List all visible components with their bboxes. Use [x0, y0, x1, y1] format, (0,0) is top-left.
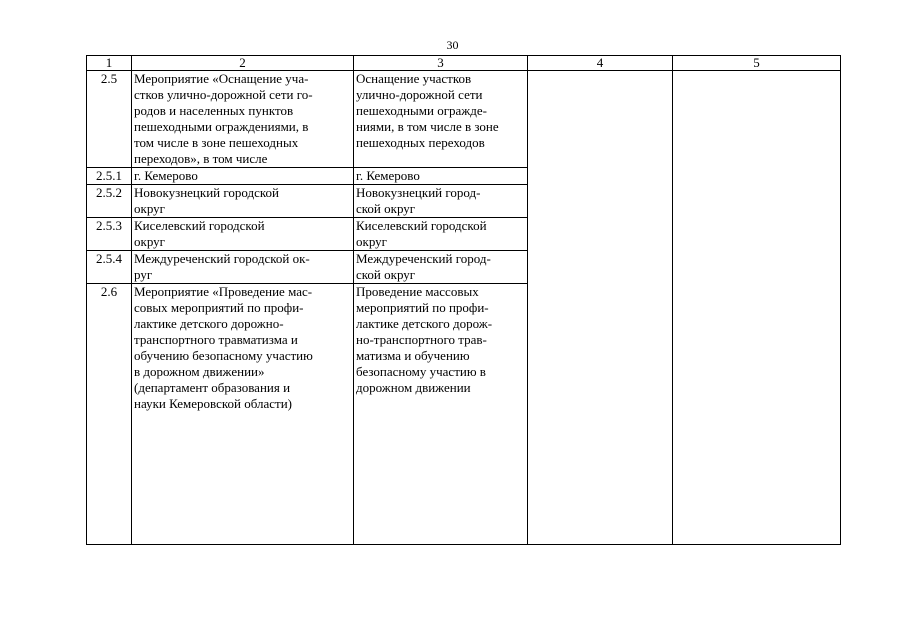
description-cell: Киселевский городской округ: [354, 218, 528, 251]
program-table: [86, 55, 841, 545]
column-4-cell: [528, 71, 673, 545]
description-cell: г. Кемерово: [354, 168, 528, 185]
row-number: 2.5.3: [87, 218, 132, 251]
event-cell: Мероприятие «Проведение мас- совых мероприятий по профи- лактике детского дорожно- транспортного травматизма и обучению безопасному участию в дорожном движении» (департамент образования и науки Кемеровской области): [132, 284, 354, 545]
event-cell: Мероприятие «Оснащение уча- стков улично-дорожной сети го- родов и населенных пунктов пешеходными ограждениями, в том числе в зоне пешеходных переходов», в том числе: [132, 71, 354, 168]
page-number: 30: [446, 38, 459, 52]
row-number: 2.6: [87, 284, 132, 545]
column-header-2: 2: [132, 56, 354, 71]
row-number: 2.5: [87, 71, 132, 168]
description-cell: Новокузнецкий город- ской округ: [354, 185, 528, 218]
description-cell: Оснащение участков улично-дорожной сети пешеходными огражде- ниями, в том числе в зоне пешеходных переходов: [354, 71, 528, 168]
event-cell: Киселевский городской округ: [132, 218, 354, 251]
event-cell: Междуреченский городской ок- руг: [132, 251, 354, 284]
description-cell: Междуреченский город- ской округ: [354, 251, 528, 284]
table-row: [87, 71, 841, 168]
description-cell: Проведение массовых мероприятий по профи- лактике детского дорож- но-транспортного трав- матизма и обучению безопасному участию в дорожном движении: [354, 284, 528, 545]
column-header-5: 5: [673, 56, 841, 71]
row-number: 2.5.1: [87, 168, 132, 185]
event-cell: Новокузнецкий городской округ: [132, 185, 354, 218]
row-number: 2.5.4: [87, 251, 132, 284]
table-header-row: [87, 56, 841, 71]
column-header-3: 3: [354, 56, 528, 71]
column-5-cell: [673, 71, 841, 545]
column-header-4: 4: [528, 56, 673, 71]
column-header-1: 1: [87, 56, 132, 71]
row-number: 2.5.2: [87, 185, 132, 218]
event-cell: г. Кемерово: [132, 168, 354, 185]
